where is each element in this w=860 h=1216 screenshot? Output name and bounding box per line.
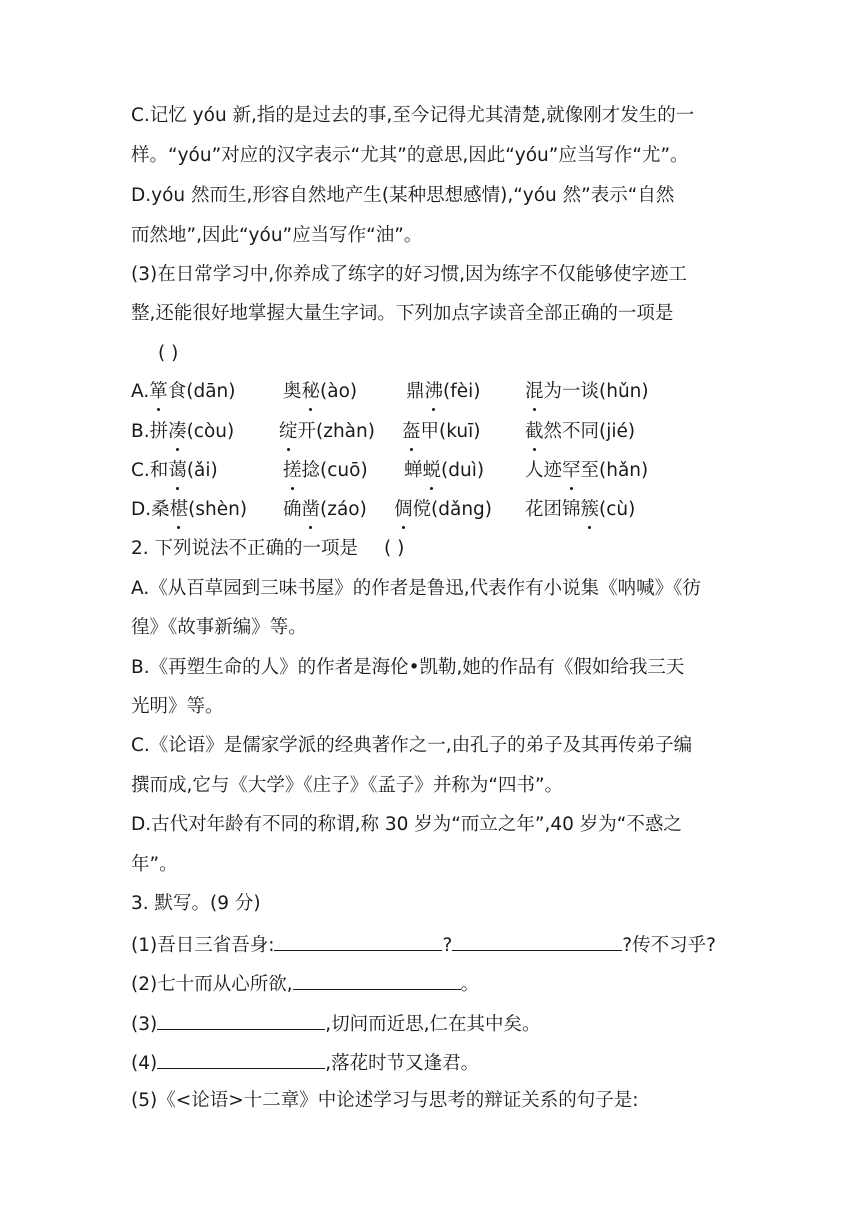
option-b-item-2: 绽开(zhàn): [279, 419, 375, 445]
q3-item-3: (3) ,切问而近思,仁在其中矣。: [131, 1009, 540, 1038]
q1-option-c-line1: C.记忆 yóu 新,指的是过去的事,至今记得尤其清楚,就像刚才发生的一: [131, 105, 695, 126]
option-b-item-3: 盔甲(kuī): [402, 419, 480, 445]
q2-option-a-line1: A.《从百草园到三味书屋》的作者是鲁迅,代表作有小说集《呐喊》《彷: [131, 578, 701, 599]
q1-3-stem-line2: 整,还能很好地掌握大量生字词。下列加点字读音全部正确的一项是: [131, 303, 674, 324]
answer-blank-5[interactable]: [157, 1048, 325, 1069]
option-b-item-4: 截然不同(jié): [525, 419, 635, 445]
q2-option-d-line1: D.古代对年龄有不同的称谓,称 30 岁为“而立之年”,40 岁为“不惑之: [131, 814, 682, 835]
answer-blank-3[interactable]: [293, 969, 461, 990]
option-c-item-2: 搓捻(cuō): [283, 458, 368, 484]
option-a-item-4: 混为一谈(hǔn): [525, 379, 649, 405]
q2-option-c-line1: C.《论语》是儒家学派的经典著作之一,由孔子的弟子及其再传弟子编: [131, 735, 693, 756]
answer-blank-4[interactable]: [157, 1009, 325, 1030]
answer-blank-2[interactable]: [452, 930, 622, 951]
option-c-item-3: 蝉蜕(duì): [404, 458, 484, 484]
q2-option-b-line1: B.《再塑生命的人》的作者是海伦•凯勒,她的作品有《假如给我三天: [131, 657, 685, 678]
option-d-item-4: 花团锦簇(cù): [525, 497, 635, 523]
q2-stem: 2. 下列说法不正确的一项是 ( ): [131, 538, 405, 559]
q3-item-4: (4) ,落花时节又逢君。: [131, 1048, 479, 1077]
answer-blank-1[interactable]: [274, 930, 442, 951]
option-d-item-2: 确凿(záo): [283, 497, 367, 523]
q2-option-b-line2: 光明》等。: [131, 696, 224, 717]
q2-option-a-line2: 徨》《故事新编》等。: [131, 617, 307, 638]
option-d-item-3: 倜傥(dǎng): [394, 497, 492, 523]
option-a-item-1: A.箪食(dān): [131, 379, 235, 405]
option-c-item-4: 人迹罕至(hǎn): [525, 458, 648, 484]
q2-option-d-line2: 年”。: [131, 854, 178, 875]
option-a-item-2: 奥秘(ào): [283, 379, 357, 405]
q2-answer-paren: ( ): [384, 538, 405, 559]
q1-option-d-line1: D.yóu 然而生,形容自然地产生(某种思想感情),“yóu 然”表示“自然: [131, 185, 675, 206]
q3-item-5: (5)《<论语>十二章》中论述学习与思考的辩证关系的句子是:: [131, 1090, 639, 1111]
q3-stem: 3. 默写。(9 分): [131, 893, 261, 914]
q3-item-2: (2)七十而从心所欲, 。: [131, 969, 479, 998]
q1-option-d-line2: 而然地”,因此“yóu”应当写作“油”。: [131, 225, 423, 246]
option-c-item-1: C.和蔼(ǎi): [131, 458, 218, 484]
q1-3-stem-line1: (3)在日常学习中,你养成了练字的好习惯,因为练字不仅能够使字迹工: [131, 264, 687, 285]
option-a-item-3: 鼎沸(fèi): [406, 379, 481, 405]
option-b-item-1: B.拼凑(còu): [131, 419, 234, 445]
q1-option-c-line2: 样。“yóu”对应的汉字表示“尤其”的意思,因此“yóu”应当写作“尤”。: [131, 145, 689, 166]
q1-3-answer-paren: ( ): [158, 343, 179, 364]
option-d-item-1: D.桑椹(shèn): [131, 497, 247, 523]
q3-item-1: (1)吾日三省吾身: ? ?传不习乎?: [131, 930, 716, 959]
q2-option-c-line2: 撰而成,它与《大学》《庄子》《孟子》并称为“四书”。: [131, 775, 564, 796]
